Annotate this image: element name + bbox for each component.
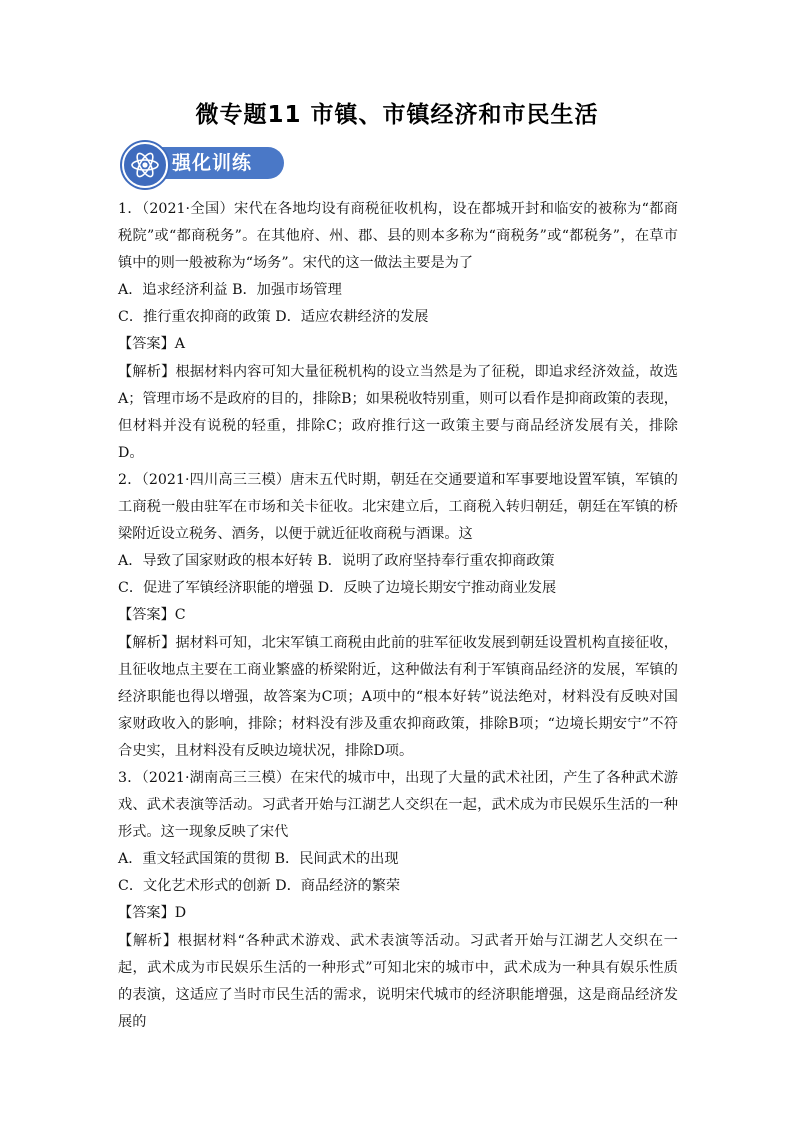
banner-label: 强化训练 bbox=[172, 152, 253, 174]
analysis-text: 【解析】根据材料内容可知大量征税机构的设立当然是为了征税，即追求经济效益，故选A；管理市场不是政府的目的，排除B；如果税收特别重，则可以看作是抑商政策的表现，但材料并没有说税的轻重，排除C；政府推行这一政策主要与商品经济发展有关，排除D。 bbox=[118, 363, 678, 461]
answer-line: 【答案】C bbox=[118, 607, 186, 624]
question-options: C．文化艺术形式的创新 D．商品经济的繁荣 bbox=[118, 878, 401, 895]
question-options: A．追求经济利益 B．加强市场管理 bbox=[118, 282, 342, 299]
question-options: C．促进了军镇经济职能的增强 D．反映了边境长期安宁推动商业发展 bbox=[118, 580, 557, 597]
question-list bbox=[118, 196, 678, 1036]
question-3 bbox=[118, 765, 678, 1036]
question-2 bbox=[118, 467, 678, 765]
answer-line: 【答案】A bbox=[118, 336, 185, 353]
page-title: 微专题11 市镇、市镇经济和市民生活 bbox=[195, 102, 599, 128]
analysis-text: 【解析】根据材料“各种武术游戏、武术表演等活动。习武者开始与江湖艺人交织在一起，武术成为市民娱乐生活的一种形式”可知北宋的城市中，武术成为一种具有娱乐性质的表演，这适应了当时市民生活的需求，说明宋代城市的经济职能增强，这是商品经济发展的 bbox=[118, 932, 678, 1030]
question-stem: 2．（2021·四川高三三模）唐末五代时期，朝廷在交通要道和军事要地设置军镇，军镇的工商税一般由驻军在市场和关卡征收。北宋建立后，工商税入转归朝廷，朝廷在军镇的桥梁附近设立税务、酒务，以便于就近征收商税与酒课。这 bbox=[118, 471, 678, 543]
atom-icon bbox=[122, 142, 168, 188]
question-options: C．推行重农抑商的政策 D．适应农耕经济的发展 bbox=[118, 309, 429, 326]
question-stem: 1．（2021·全国）宋代在各地均设有商税征收机构，设在都城开封和临安的被称为“都商税院”或“都商税务”。在其他府、州、郡、县的则本多称为“商税务”或“都税务”，在草市镇中的则一般被称为“场务”。宋代的这一做法主要是为了 bbox=[118, 201, 678, 272]
answer-line: 【答案】D bbox=[118, 905, 187, 922]
question-options: A．重文轻武国策的贯彻 B．民间武术的出现 bbox=[118, 851, 399, 868]
section-banner bbox=[122, 142, 284, 184]
question-1 bbox=[118, 196, 678, 467]
question-options: A．导致了国家财政的根本好转 B．说明了政府坚持奉行重农抑商政策 bbox=[118, 553, 555, 570]
analysis-text: 【解析】据材料可知，北宋军镇工商税由此前的驻军征收发展到朝廷设置机构直接征收，且征收地点主要在工商业繁盛的桥梁附近，这种做法有利于军镇商品经济的发展，军镇的经济职能也得以增强，故答案为C项；A项中的“根本好转”说法绝对，材料没有反映对国家财政收入的影响，排除；材料没有涉及重农抑商政策，排除B项；“边境长期安宁”不符合史实，且材料没有反映边境状况，排除D项。 bbox=[118, 634, 678, 759]
question-stem: 3．（2021·湖南高三三模）在宋代的城市中，出现了大量的武术社团，产生了各种武术游戏、武术表演等活动。习武者开始与江湖艺人交织在一起，武术成为市民娱乐生活的一种形式。这一现象反映了宋代 bbox=[118, 769, 678, 841]
